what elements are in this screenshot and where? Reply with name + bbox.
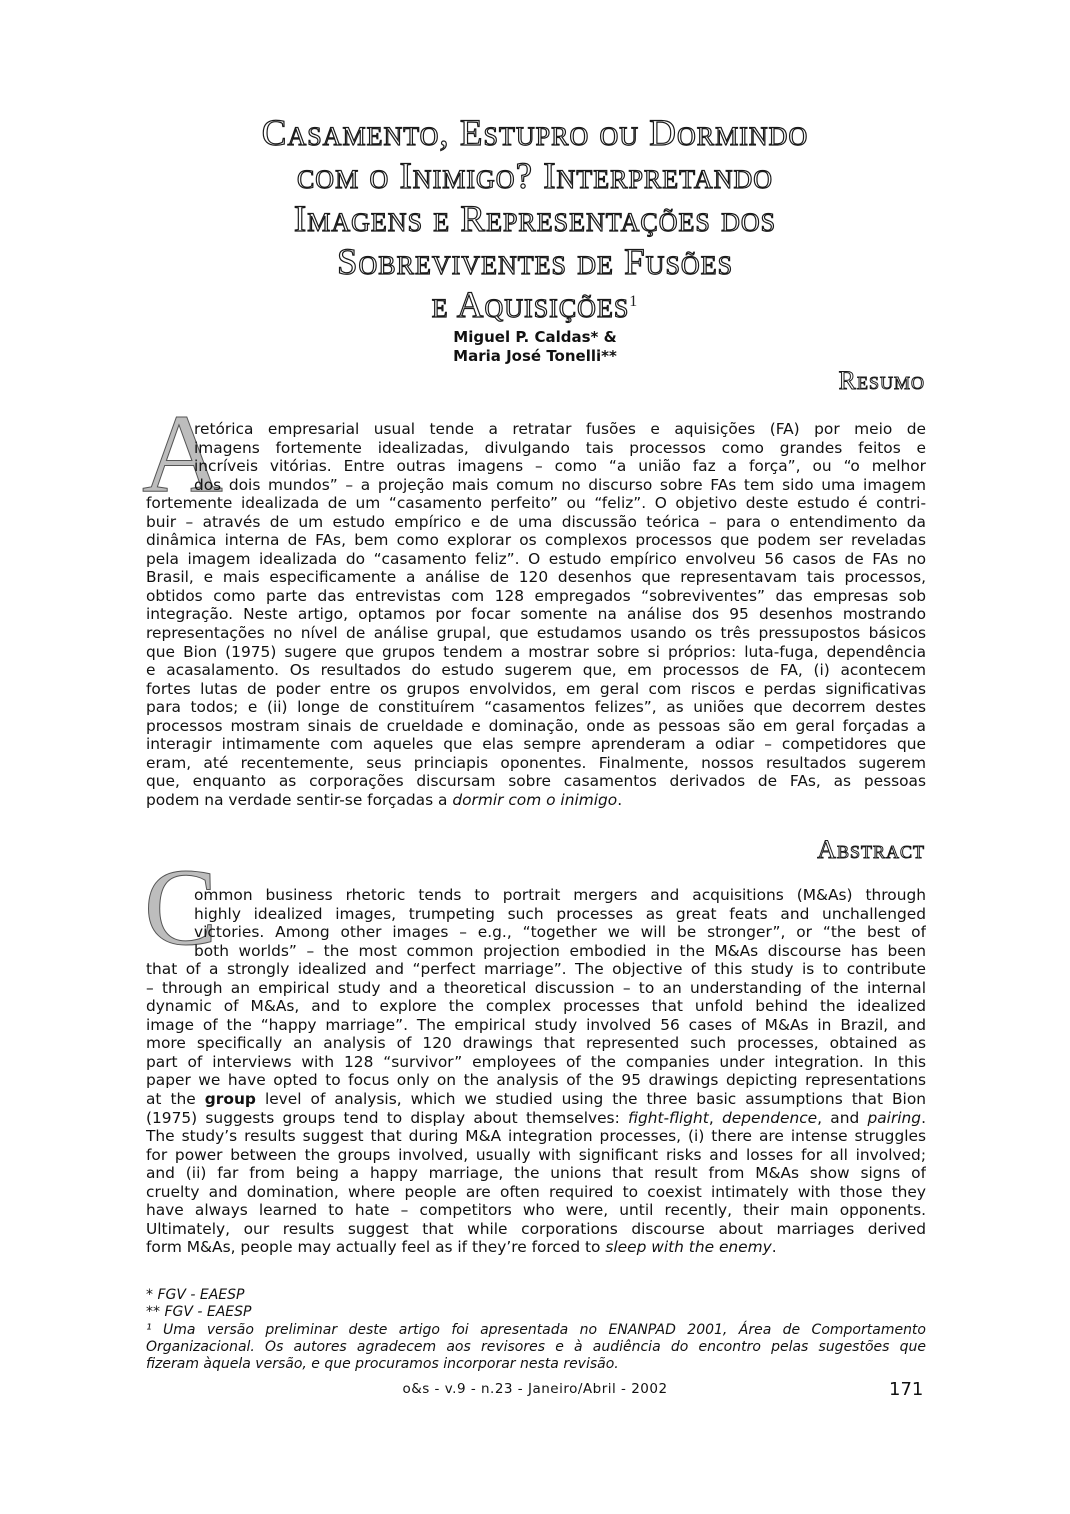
footnote-affiliation-2: ** FGV - EAESP — [146, 1304, 252, 1321]
authors — [0, 328, 1070, 366]
resumo-line: pela imagem idealizada do “casamento feliz”. O estudo empírico envolveu 56 casos de FAs no — [146, 549, 926, 568]
resumo-line: obtidos como parte das entrevistas com 128 empregados “sobreviventes” das empresas sob — [146, 586, 926, 605]
abstract-line: victories. Among other images – e.g., “together we will be stronger”, or “the best of — [194, 923, 926, 942]
abstract-line-text: at the — [146, 1090, 205, 1109]
abstract-line-text: . — [921, 1108, 926, 1127]
article-title — [120, 112, 950, 327]
abstract-line: that of a strongly idealized and “perfect marriage”. The objective of this study is to contribute — [146, 960, 926, 979]
resumo-line: buir – através de um estudo empírico e de uma discussão teórica – para o entendimento da — [146, 512, 926, 531]
abstract-line-text: level of analysis, which we studied using the three basic assumptions that Bion — [255, 1090, 926, 1109]
abstract-line-text: , and — [817, 1108, 868, 1127]
title-line: com o Inimigo? Interpretando — [296, 156, 774, 197]
abstract-line: image of the “happy marriage”. The empirical study involved 56 cases of M&As in Brazil, and — [146, 1015, 926, 1034]
abstract-emphasis: fight-flight — [628, 1108, 709, 1127]
title-line: Sobreviventes de Fusões — [336, 242, 734, 283]
abstract-line: and (ii) far from being a happy marriage, the unions that result from M&As show signs of — [146, 1164, 926, 1183]
resumo-line: fortemente idealizada de um “casamento perfeito” ou “feliz”. O objetivo deste estudo é contri- — [146, 494, 926, 513]
abstract-line: more specifically an analysis of 120 drawings that represented such processes, obtained as — [146, 1034, 926, 1053]
title-line — [120, 284, 950, 327]
resumo-line: integração. Neste artigo, optamos por focar somente na análise dos 95 desenhos mostrando — [146, 605, 926, 624]
author-2: Maria José Tonelli** — [453, 347, 617, 365]
title-line-text: e Aquisições — [431, 285, 630, 326]
abstract-line: – through an empirical study and a theoretical discussion – to an understanding of the internal — [146, 978, 926, 997]
abstract-line: both worlds” – the most common projection embodied in the M&As discourse has been — [194, 941, 926, 960]
abstract-line: cruelty and domination, where people are often required to coexist intimately with those they — [146, 1182, 926, 1201]
resumo-body — [146, 420, 926, 809]
page-number: 171 — [889, 1379, 924, 1400]
abstract-line: for power between the groups involved, usually with significant risks and losses for all involved; — [146, 1145, 926, 1164]
resumo-emphasis: dormir com o inimigo — [452, 790, 618, 809]
author-1: Miguel P. Caldas* & — [453, 328, 617, 346]
abstract-line: The study’s results suggest that during M&A integration processes, (i) there are intense struggles — [146, 1127, 926, 1146]
abstract-last-line-end: . — [771, 1238, 777, 1257]
resumo-last-line-end: . — [617, 790, 623, 809]
resumo-line: incríveis vitórias. Entre outras imagens – como “a união faz a força”, ou “o melhor — [194, 457, 926, 476]
abstract-line: paper we have opted to focus only on the analysis of the 95 drawings depicting representations — [146, 1071, 926, 1090]
resumo-line: dinâmica interna de FAs, bem como explorar os complexos processos que podem ser reveladas — [146, 531, 926, 550]
resumo-line: fortes lutas de poder entre os grupos envolvidos, em geral com riscos e perdas significativas — [146, 679, 926, 698]
footnote-1-end: fizeram àquela versão, e que procuramos incorporar nesta revisão. — [146, 1356, 619, 1373]
resumo-dropcap: A — [142, 392, 223, 516]
title-footnote-mark: 1 — [629, 293, 639, 310]
resumo-line: dos dois mundos” – a projeção mais comum no discurso sobre FAs tem sido uma imagem — [194, 475, 926, 494]
abstract-body — [146, 886, 926, 1257]
resumo-line: que Bion (1975) sugere que grupos tendem a mostrar sobre si próprios: luta-fuga, dependência — [146, 642, 926, 661]
abstract-line: dynamic of M&As, and to explore the complex processes that unfold behind the idealized — [146, 997, 926, 1016]
abstract-line-text: (1975) suggests groups tend to display about themselves: — [146, 1108, 628, 1127]
journal-footer: o&s - v.9 - n.23 - Janeiro/Abril - 2002 — [402, 1381, 668, 1397]
footnotes — [146, 1287, 926, 1373]
abstract-emphasis: sleep with the enemy — [605, 1238, 772, 1257]
abstract-line — [146, 1090, 926, 1109]
resumo-line: que, enquanto as corporações discursam sobre casamentos derivados de FAs, as pessoas — [146, 772, 926, 791]
resumo-line: Brasil, e mais especificamente a análise de 120 desenhos que representavam tais processos, — [146, 568, 926, 587]
abstract-line-text: , — [708, 1108, 722, 1127]
resumo-line: e acasalamento. Os resultados do estudo sugerem que, em processos de FA, (i) acontecem — [146, 661, 926, 680]
resumo-heading: Resumo — [838, 366, 925, 395]
abstract-last-line-text: form M&As, people may actually feel as if they’re forced to — [146, 1238, 606, 1257]
resumo-line: processos mostram sinais de crueldade e dominação, onde as pessoas são em geral forçadas a — [146, 716, 926, 735]
abstract-line: ommon business rhetoric tends to portrait mergers and acquisitions (M&As) through — [194, 886, 926, 904]
resumo-last-line-text: podem na verdade sentir-se forçadas a — [146, 790, 453, 809]
abstract-last-line — [146, 1238, 926, 1257]
resumo-last-line — [146, 791, 926, 810]
resumo-line: retórica empresarial usual tende a retratar fusões e aquisições (FA) por meio de — [194, 420, 926, 438]
resumo-line: imagens fortemente idealizadas, divulgando tais processos como grandes feitos e — [194, 438, 926, 457]
abstract-line: highly idealized images, trumpeting such processes as great feats and unchallenged — [194, 904, 926, 923]
abstract-emphasis: dependence — [721, 1108, 818, 1127]
footnote-1: ¹ Uma versão preliminar deste artigo foi apresentada no ENANPAD 2001, Área de Comportamento — [146, 1321, 926, 1338]
abstract-line: Ultimately, our results suggest that while corporations discourse about marriages derived — [146, 1219, 926, 1238]
title-line: Casamento, Estupro ou Dormindo — [261, 113, 809, 154]
abstract-line — [146, 1109, 926, 1128]
resumo-line: representações no nível de análise grupal, que estudamos usando os três pressupostos básicos — [146, 624, 926, 643]
abstract-heading: Abstract — [817, 835, 925, 864]
resumo-line: eram, até recentemente, seus princiapis oponentes. Finalmente, nossos resultados sugerem — [146, 753, 926, 772]
title-line: Imagens e Representações dos — [293, 199, 777, 240]
abstract-dropcap: C — [144, 846, 218, 968]
footnote-affiliation-1: * FGV - EAESP — [146, 1287, 245, 1303]
abstract-line: part of interviews with 128 “survivor” employees of the companies under integration. In this — [146, 1052, 926, 1071]
footnote-1-cont: Organizacional. Os autores agradecem aos revisores e à audiência do encontro pelas sugestões que — [146, 1338, 926, 1355]
abstract-line: have always learned to hate – competitors who were, until recently, their main opponents. — [146, 1201, 926, 1220]
resumo-line: interagir intimamente com aqueles que elas sempre aprenderam a odiar – competidores que — [146, 735, 926, 754]
abstract-emphasis: pairing — [867, 1108, 922, 1127]
abstract-bold-term: group — [204, 1090, 256, 1109]
resumo-line: para todos; e (ii) longe de constituírem “casamentos felizes”, as uniões que decorrem destes — [146, 698, 926, 717]
